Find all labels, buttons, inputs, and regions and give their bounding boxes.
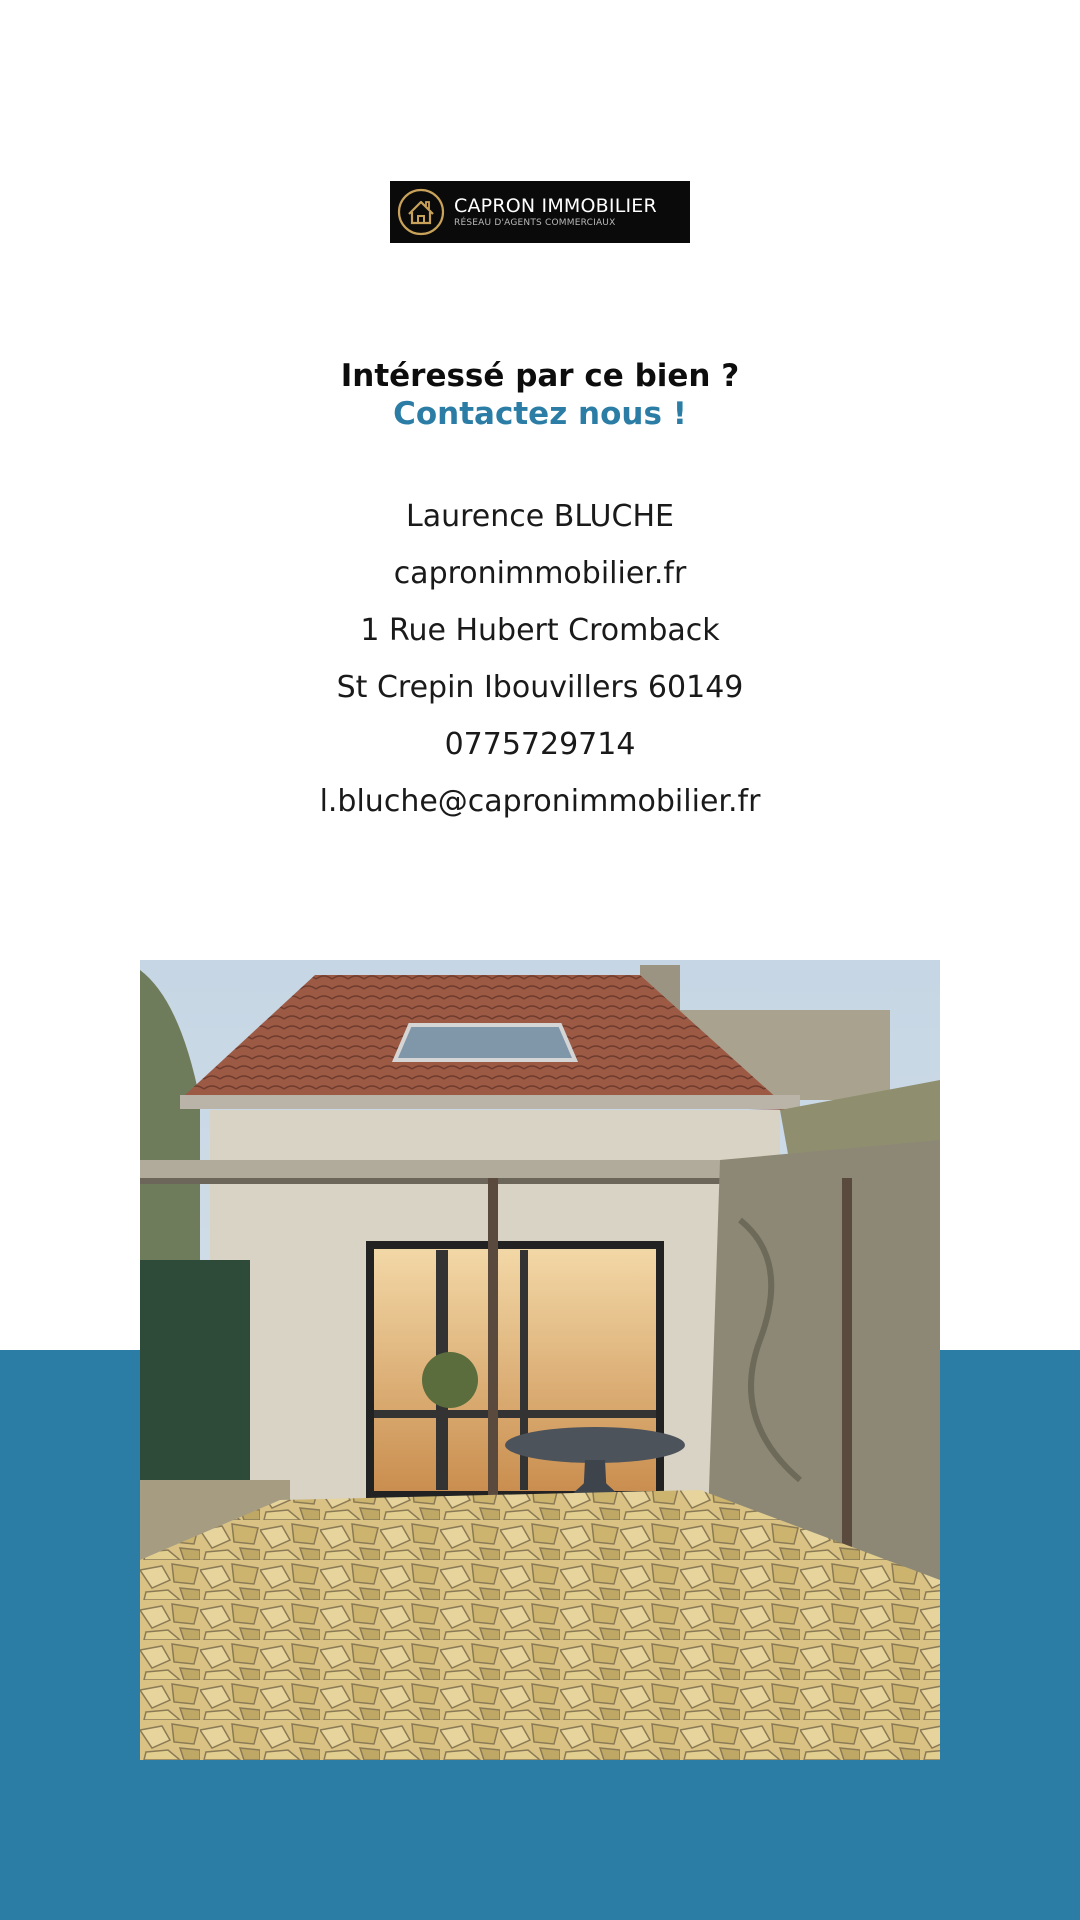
logo-text (454, 195, 657, 229)
property-photo (140, 960, 940, 1760)
email-link[interactable]: l.bluche@capronimmobilier.fr (319, 784, 761, 819)
street-address: 1 Rue Hubert Cromback (360, 613, 720, 648)
property-photo-illustration (140, 960, 940, 1760)
logo-company-name: CAPRON IMMOBILIER (454, 195, 657, 217)
contact-us-heading: Contactez nous ! (393, 396, 687, 432)
interest-question: Intéressé par ce bien ? (340, 358, 740, 394)
agent-name: Laurence BLUCHE (406, 499, 674, 534)
capron-immobilier-logo (390, 181, 690, 243)
phone-number[interactable]: 0775729714 (444, 727, 636, 762)
logo-tagline: RÉSEAU D'AGENTS COMMERCIAUX (454, 218, 616, 228)
contact-block (0, 488, 1080, 830)
website-link[interactable]: capronimmobilier.fr (393, 556, 687, 591)
house-icon (396, 187, 446, 237)
city-address: St Crepin Ibouvillers 60149 (336, 670, 744, 705)
